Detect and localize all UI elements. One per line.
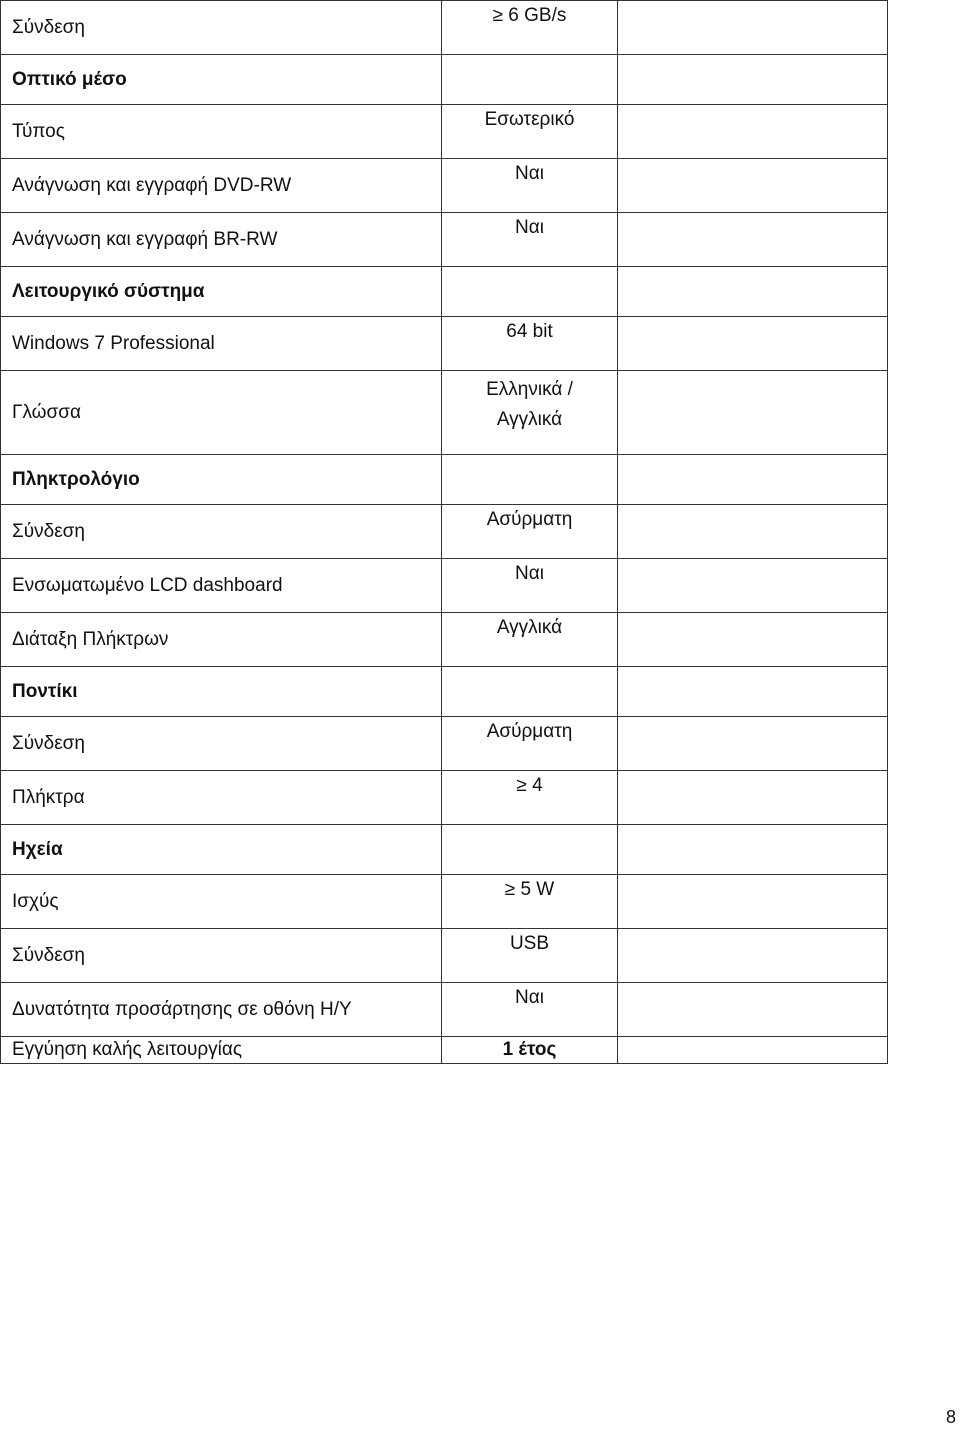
row-value: Εσωτερικό (442, 105, 618, 159)
empty-cell (618, 667, 888, 717)
row-value: ≥ 5 W (442, 875, 618, 929)
row-label: Σύνδεση (1, 717, 442, 771)
row-label: Σύνδεση (1, 929, 442, 983)
table-row (1, 717, 888, 771)
table-row (1, 159, 888, 213)
section-heading: Ηχεία (1, 825, 442, 875)
row-label: Ενσωματωμένο LCD dashboard (1, 559, 442, 613)
row-value (442, 371, 618, 455)
empty-cell (618, 1, 888, 55)
row-value (442, 667, 618, 717)
row-label: Πλήκτρα (1, 771, 442, 825)
empty-cell (618, 371, 888, 455)
section-row (1, 825, 888, 875)
table-row (1, 983, 888, 1037)
value-line-1: Ελληνικά / (486, 379, 573, 400)
empty-cell (618, 213, 888, 267)
table-row (1, 505, 888, 559)
row-label: Διάταξη Πλήκτρων (1, 613, 442, 667)
row-label: Τύπος (1, 105, 442, 159)
row-value: USB (442, 929, 618, 983)
row-label: Ανάγνωση και εγγραφή DVD-RW (1, 159, 442, 213)
empty-cell (618, 55, 888, 105)
row-label: Windows 7 Professional (1, 317, 442, 371)
row-label: Ισχύς (1, 875, 442, 929)
row-label: Εγγύηση καλής λειτουργίας (1, 1037, 442, 1064)
table-row (1, 371, 888, 455)
empty-cell (618, 105, 888, 159)
row-value: Ασύρματη (442, 717, 618, 771)
table-row (1, 105, 888, 159)
table-row (1, 875, 888, 929)
row-value: Ναι (442, 983, 618, 1037)
row-value: Ναι (442, 559, 618, 613)
row-value (442, 825, 618, 875)
row-value: 64 bit (442, 317, 618, 371)
row-label: Σύνδεση (1, 1, 442, 55)
empty-cell (618, 771, 888, 825)
section-heading: Λειτουργικό σύστημα (1, 267, 442, 317)
table-row (1, 1, 888, 55)
section-heading: Ποντίκι (1, 667, 442, 717)
empty-cell (618, 159, 888, 213)
row-value: Αγγλικά (442, 613, 618, 667)
table-row (1, 1037, 888, 1064)
row-value: ≥ 6 GB/s (442, 1, 618, 55)
row-value: ≥ 4 (442, 771, 618, 825)
empty-cell (618, 559, 888, 613)
section-row (1, 55, 888, 105)
empty-cell (618, 505, 888, 559)
section-row (1, 455, 888, 505)
table-row (1, 613, 888, 667)
empty-cell (618, 267, 888, 317)
section-heading: Πληκτρολόγιο (1, 455, 442, 505)
empty-cell (618, 929, 888, 983)
section-row (1, 267, 888, 317)
empty-cell (618, 455, 888, 505)
value-line-2: Αγγλικά (496, 409, 563, 430)
row-value (442, 267, 618, 317)
empty-cell (618, 717, 888, 771)
empty-cell (618, 875, 888, 929)
section-row (1, 667, 888, 717)
row-value: Ασύρματη (442, 505, 618, 559)
row-value: 1 έτος (442, 1037, 618, 1064)
empty-cell (618, 825, 888, 875)
row-value: Ναι (442, 213, 618, 267)
table-row (1, 213, 888, 267)
row-label: Σύνδεση (1, 505, 442, 559)
row-value (442, 455, 618, 505)
empty-cell (618, 317, 888, 371)
empty-cell (618, 613, 888, 667)
row-label: Γλώσσα (1, 371, 442, 455)
table-row (1, 771, 888, 825)
row-value (442, 55, 618, 105)
table-row (1, 559, 888, 613)
table-row (1, 929, 888, 983)
table-row (1, 317, 888, 371)
empty-cell (618, 1037, 888, 1064)
empty-cell (618, 983, 888, 1037)
page-number: 8 (945, 1407, 956, 1427)
row-label: Ανάγνωση και εγγραφή BR-RW (1, 213, 442, 267)
row-value: Ναι (442, 159, 618, 213)
row-label: Δυνατότητα προσάρτησης σε οθόνη Η/Υ (1, 983, 442, 1037)
section-heading: Οπτικό μέσο (1, 55, 442, 105)
